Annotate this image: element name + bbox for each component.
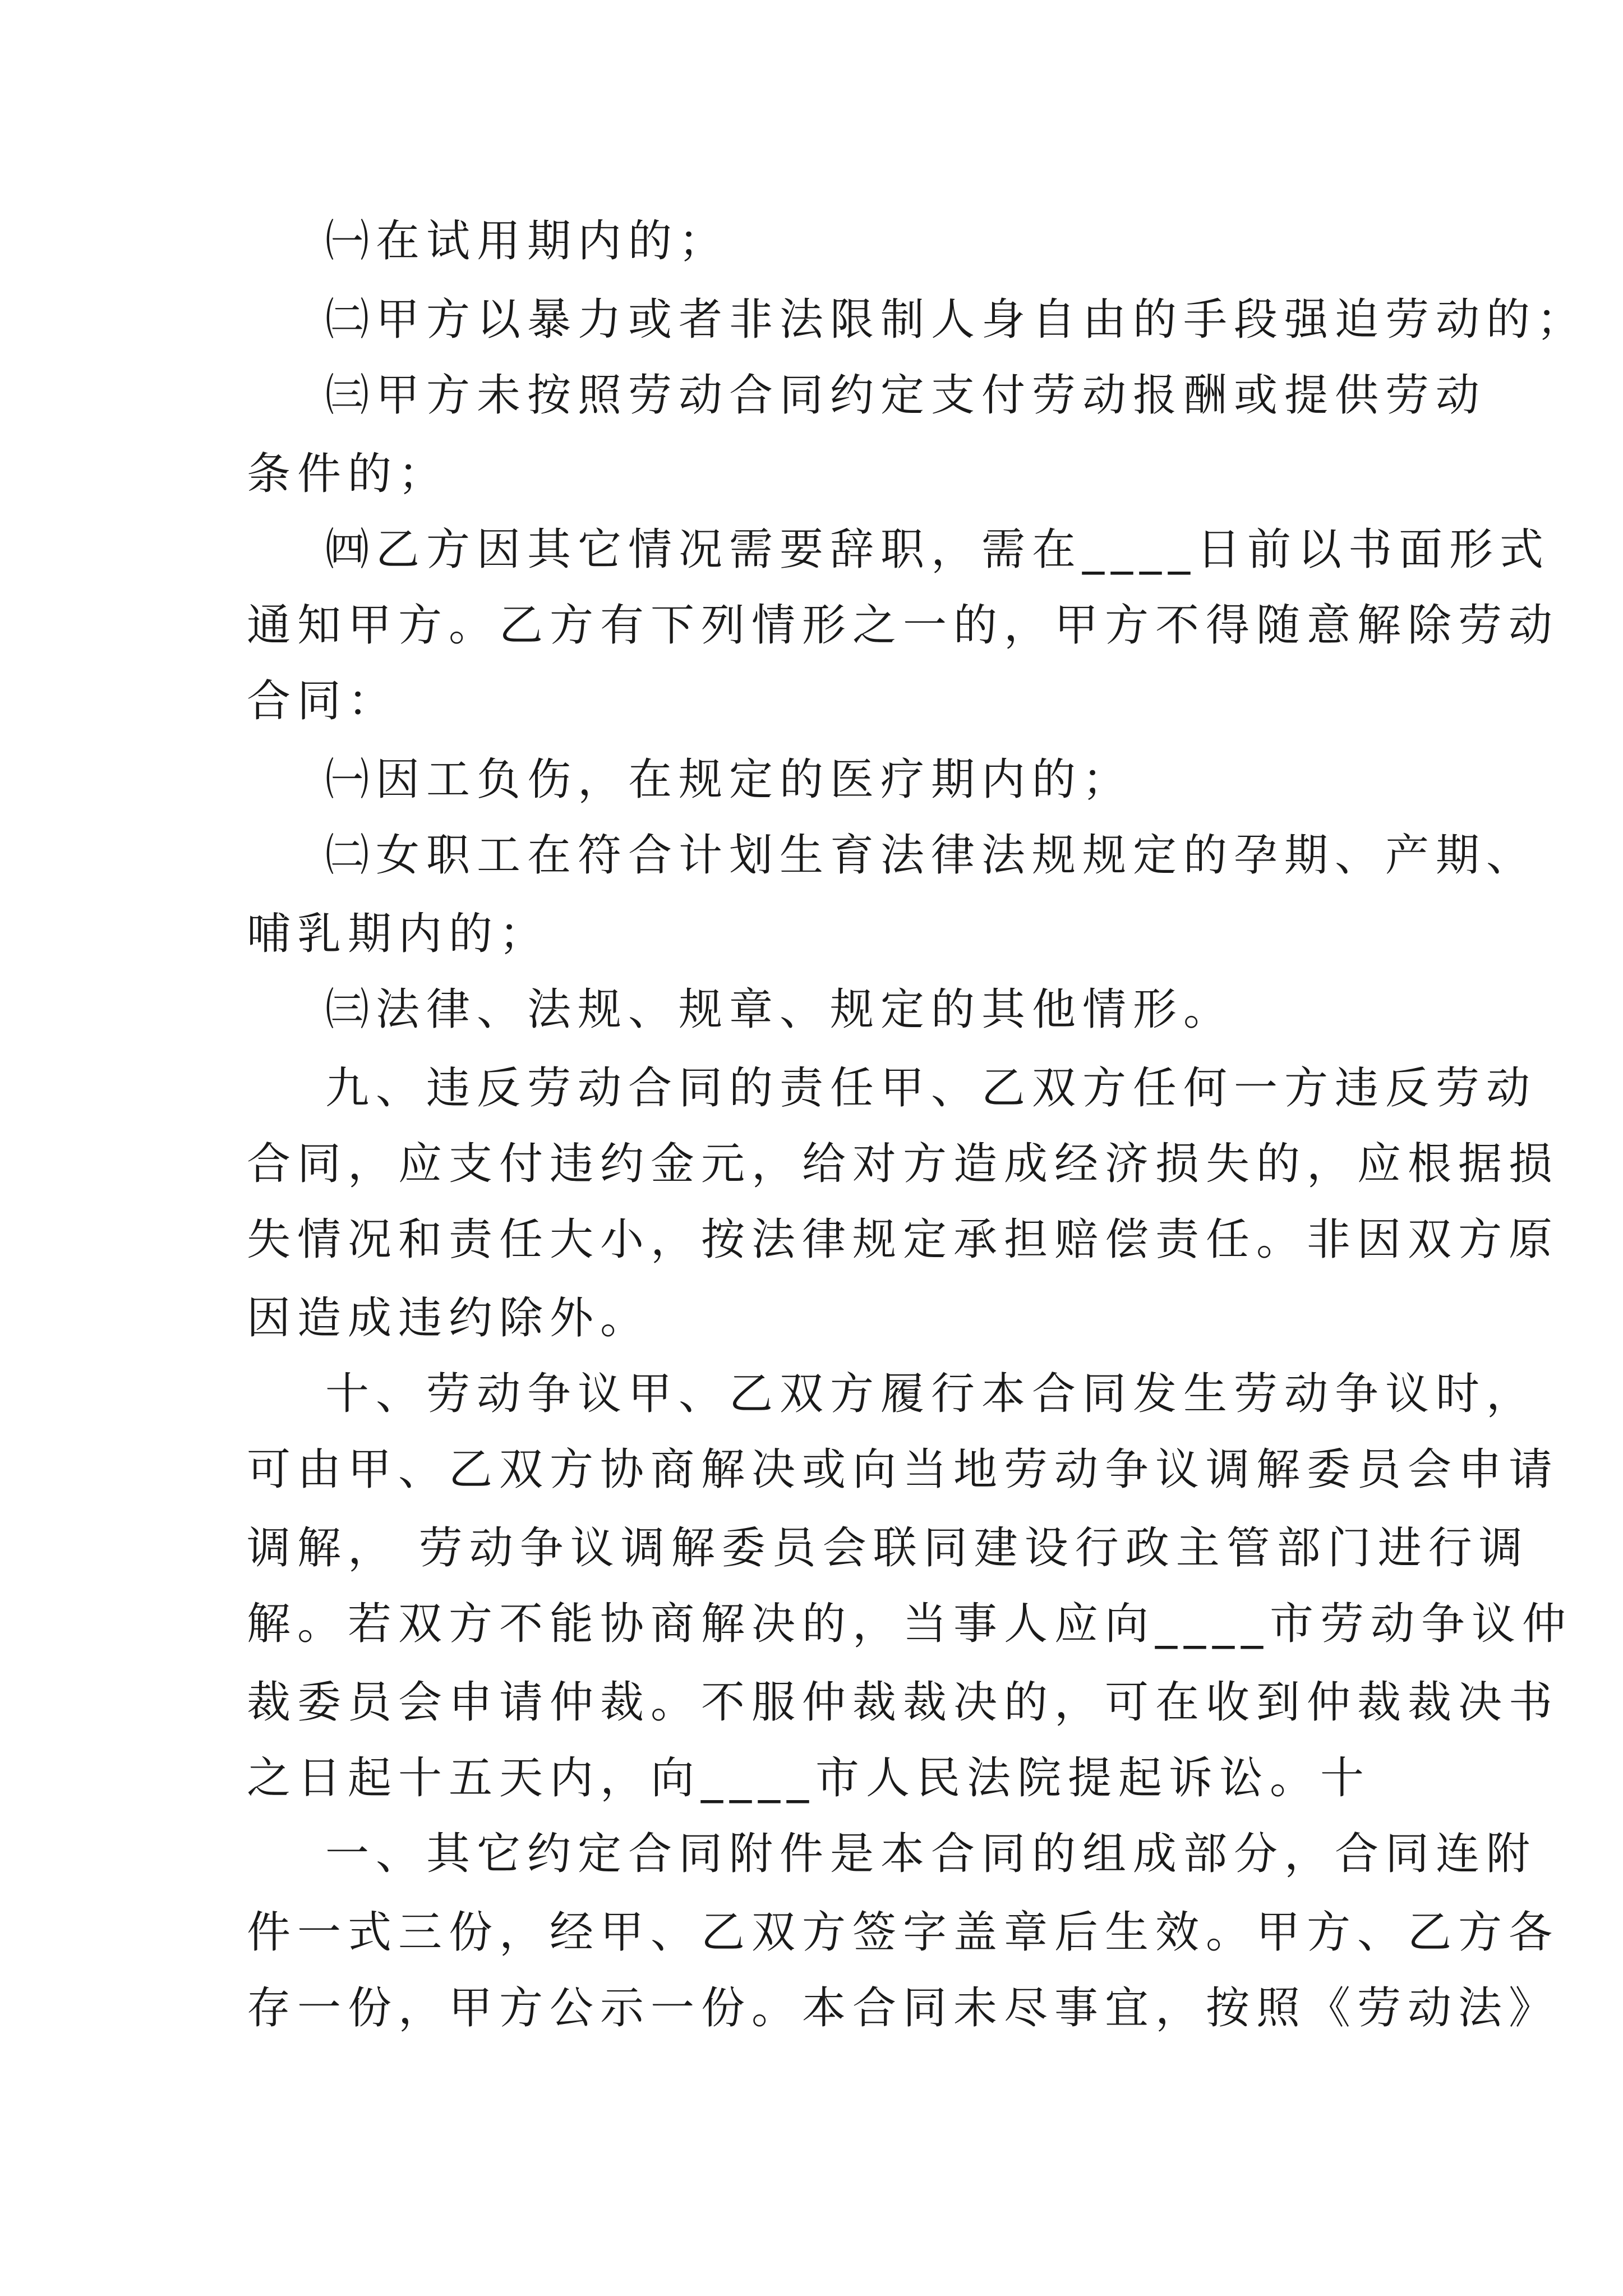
text-line: 因造成违约除外。 [247,1293,651,1343]
text-line: 九、违反劳动合同的责任甲、乙双方任何一方违反劳动 [325,1063,1537,1114]
text-line: ㈡甲方以暴力或者非法限制人身自由的手段强迫劳动的； [325,295,1588,345]
text-line: 通知甲方。乙方有下列情形之一的，甲方不得随意解除劳动 [247,600,1560,651]
text-line: 存一份，甲方公示一份。本合同未尽事宜，按照《劳动法》 [247,1983,1560,2033]
text-line: 一、其它约定合同附件是本合同的组成部分，合同连附 [325,1829,1537,1879]
text-line: ㈣乙方因其它情况需要辞职，需在____日前以书面形式 [325,524,1551,575]
text-line: ㈠因工负伤，在规定的医疗期内的； [325,754,1133,805]
text-line: 件一式三份，经甲、乙双方签字盖章后生效。甲方、乙方各 [247,1907,1560,1958]
text-line: 之日起十五天内，向____市人民法院提起诉讼。十 [247,1753,1371,1803]
text-line: ㈠在试用期内的； [325,216,730,266]
text-line: 可由甲、乙双方协商解决或向当地劳动争议调解委员会申请 [247,1444,1560,1495]
text-line: 十、劳动争议甲、乙双方履行本合同发生劳动争议时， [325,1369,1537,1419]
text-line: ㈡女职工在符合计划生育法律法规规定的孕期、产期、 [325,830,1537,881]
text-line: 失情况和责任大小，按法律规定承担赔偿责任。非因双方原 [247,1214,1560,1265]
text-line: ㈢甲方未按照劳动合同约定支付劳动报酬或提供劳动 [325,370,1487,421]
text-line: 哺乳期内的； [247,909,550,959]
text-line: ㈢法律、法规、规章、规定的其他情形。 [325,984,1234,1035]
text-line: 合同，应支付违约金元，给对方造成经济损失的，应根据损 [247,1139,1560,1189]
text-line: 裁委员会申请仲裁。不服仲裁裁决的，可在收到仲裁裁决书 [247,1677,1560,1728]
text-line: 解。若双方不能协商解决的，当事人应向____市劳动争议仲 [247,1599,1573,1649]
text-line: 合同： [247,676,399,726]
text-line: 调解， 劳动争议调解委员会联同建设行政主管部门进行调 [247,1523,1529,1573]
text-line: 条件的； [247,449,449,499]
